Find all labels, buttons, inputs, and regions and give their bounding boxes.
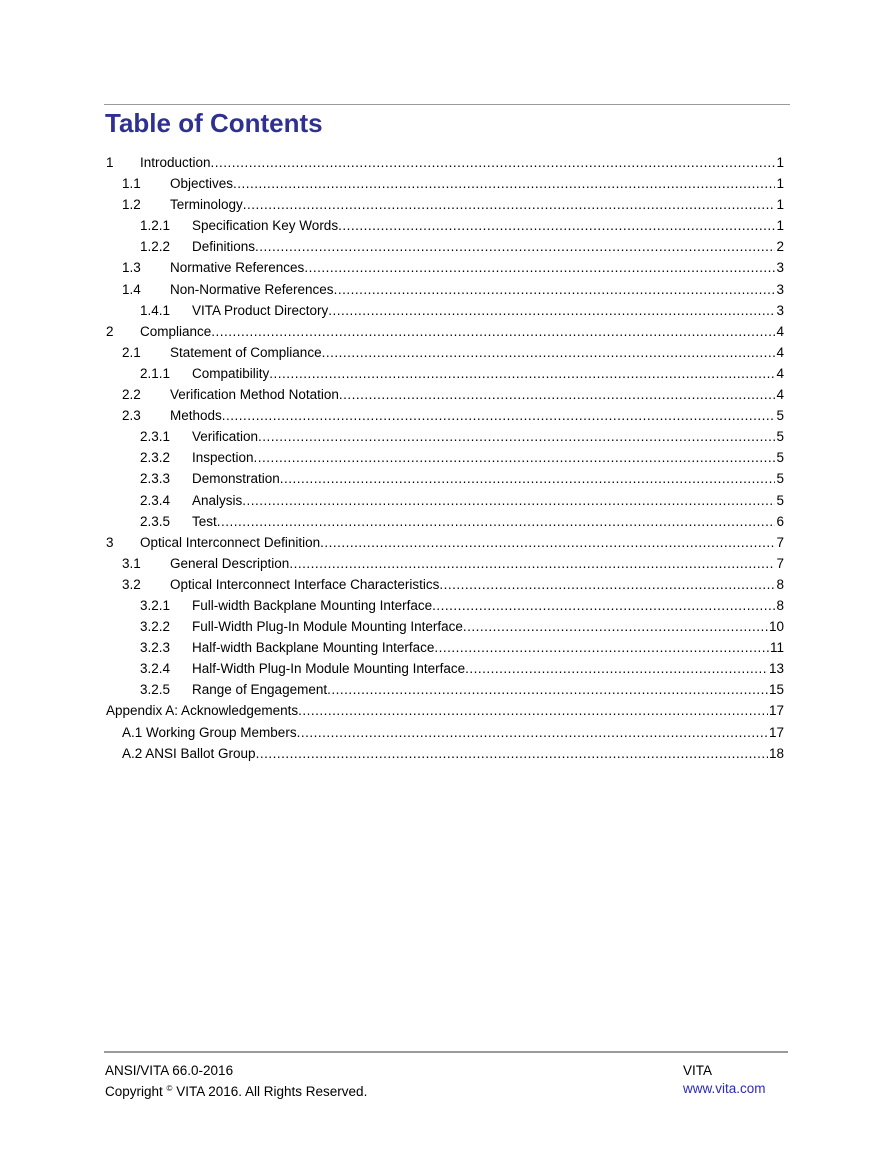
toc-entry-label: Full-width Backplane Mounting Interface — [192, 595, 432, 616]
page-title: Table of Contents — [105, 108, 323, 138]
toc-entry-label: Optical Interconnect Interface Characteristics — [170, 574, 439, 595]
copyright-line — [105, 1080, 367, 1101]
footer-right — [683, 1062, 766, 1098]
toc-entry[interactable] — [104, 300, 784, 321]
toc-entry[interactable] — [104, 468, 784, 489]
toc-entry-label: A.2 ANSI Ballot Group — [122, 743, 256, 764]
toc-entry-page: 3 — [776, 281, 784, 297]
dot-leader — [465, 658, 768, 679]
toc-entry[interactable] — [104, 426, 784, 447]
toc-entry[interactable] — [104, 743, 784, 764]
toc-entry-page: 17 — [768, 703, 784, 719]
toc-entry-number: 2.3.1 — [140, 429, 171, 445]
toc-entry-number: 3.2.3 — [140, 640, 171, 656]
dot-leader — [242, 490, 775, 511]
toc-entry-label: A.1 Working Group Members — [122, 722, 297, 743]
toc-entry-number: 2.3.5 — [140, 513, 171, 529]
toc-entry[interactable] — [104, 342, 784, 363]
toc-entry-number: 2 — [106, 323, 114, 339]
toc-entry-page: 1 — [776, 155, 784, 170]
dot-leader — [269, 363, 775, 384]
toc-entry-label: VITA Product Directory — [192, 300, 328, 321]
toc-entry-number: 1.4.1 — [140, 302, 171, 318]
dot-leader — [211, 152, 776, 173]
toc-entry-page: 1 — [776, 218, 784, 234]
toc-entry-label: Analysis — [192, 490, 242, 511]
toc-entry[interactable] — [104, 384, 784, 405]
toc-entry-page: 1 — [776, 197, 784, 213]
copyright-symbol: © — [166, 1084, 173, 1093]
copyright-suffix: VITA 2016. All Rights Reserved. — [176, 1084, 368, 1099]
toc-entry-number: 3.2.5 — [140, 682, 171, 698]
toc-entry[interactable] — [104, 173, 784, 194]
toc-entry-number: 1.2.2 — [140, 239, 171, 255]
toc-entry-number: 1.3 — [122, 260, 141, 276]
toc-entry-label: Verification — [192, 426, 258, 447]
toc-entry[interactable] — [104, 215, 784, 236]
dot-leader — [434, 637, 769, 658]
toc-entry-label: Objectives — [170, 173, 233, 194]
toc-entry-label: Introduction — [140, 152, 211, 173]
toc-entry-page: 5 — [776, 408, 784, 424]
toc-entry[interactable] — [104, 679, 784, 700]
toc-entry-label: Statement of Compliance — [170, 342, 322, 363]
toc-entry-number: 2.3.3 — [140, 471, 171, 487]
toc-entry-number: 1.1 — [122, 176, 141, 192]
dot-leader — [255, 236, 775, 257]
toc-entry-page: 7 — [776, 555, 784, 571]
toc-entry[interactable] — [104, 637, 784, 658]
toc-entry-number: 3.2.2 — [140, 619, 171, 635]
toc-entry[interactable] — [104, 236, 784, 257]
dot-leader — [217, 511, 776, 532]
toc-entry[interactable] — [104, 152, 784, 173]
dot-leader — [256, 743, 768, 764]
toc-entry-label: Test — [192, 511, 217, 532]
toc-entry-number: 2.3.2 — [140, 450, 171, 466]
toc-entry-number: 2.3 — [122, 408, 141, 424]
toc-entry-label: Verification Method Notation — [170, 384, 339, 405]
toc-entry-label: Specification Key Words — [192, 215, 338, 236]
toc-entry-number: 1.4 — [122, 281, 141, 297]
toc-entry-label: Normative References — [170, 257, 304, 278]
footer-left — [105, 1062, 367, 1101]
toc-entry-page: 5 — [776, 450, 784, 466]
dot-leader — [243, 194, 776, 215]
toc-entry-label: Terminology — [170, 194, 243, 215]
dot-leader — [432, 595, 775, 616]
footer-rule — [104, 1051, 788, 1053]
toc-entry-page: 13 — [768, 661, 784, 677]
toc-entry-label: Compliance — [140, 321, 211, 342]
org-name: VITA — [683, 1063, 713, 1078]
dot-leader — [439, 574, 775, 595]
dot-leader — [280, 468, 776, 489]
toc-entry-number: 1.2 — [122, 197, 141, 213]
toc-entry-page: 4 — [776, 344, 784, 360]
toc-entry[interactable] — [104, 532, 784, 553]
toc-entry-label: Inspection — [192, 447, 254, 468]
toc-entry-number: 2.3.4 — [140, 492, 171, 508]
toc-entry-page: 17 — [768, 724, 784, 740]
toc-entry-page: 3 — [776, 302, 784, 318]
toc-entry-label: Half-width Backplane Mounting Interface — [192, 637, 434, 658]
toc-entry-page: 4 — [776, 387, 784, 403]
toc-entry-label: Non-Normative References — [170, 279, 334, 300]
dot-leader — [334, 279, 776, 300]
toc-entry-page: 15 — [768, 682, 784, 698]
toc-entry-number: 2.1 — [122, 344, 141, 360]
toc-entry-page: 4 — [776, 365, 784, 381]
toc-entry-number: 2.2 — [122, 387, 141, 403]
toc-entry-label: Methods — [170, 405, 222, 426]
toc-entry-page: 11 — [769, 640, 784, 656]
toc-entry-page: 2 — [776, 239, 784, 255]
toc-entry-page: 5 — [776, 492, 784, 508]
toc-entry-label: Compatibility — [192, 363, 269, 384]
toc-entry-page: 6 — [776, 513, 784, 529]
toc-entry-page: 18 — [768, 745, 784, 761]
toc-entry-label: Demonstration — [192, 468, 280, 489]
toc-entry-page: 1 — [776, 176, 784, 192]
toc-entry[interactable] — [104, 722, 784, 743]
toc-entry-number: 1.2.1 — [140, 218, 171, 234]
toc-entry[interactable] — [104, 553, 784, 574]
dot-leader — [289, 553, 775, 574]
copyright-prefix: Copyright — [105, 1084, 163, 1099]
dot-leader — [327, 679, 768, 700]
toc-entry-label: General Description — [170, 553, 289, 574]
toc-entry[interactable] — [104, 490, 784, 511]
toc-entry[interactable] — [104, 511, 784, 532]
table-of-contents — [104, 152, 784, 764]
dot-leader — [322, 342, 776, 363]
toc-entry-label: Full-Width Plug-In Module Mounting Interface — [192, 616, 463, 637]
dot-leader — [463, 616, 768, 637]
toc-entry-number: 3.2 — [122, 576, 141, 592]
toc-entry[interactable] — [104, 658, 784, 679]
toc-entry-page: 5 — [776, 429, 784, 445]
toc-entry[interactable] — [104, 574, 784, 595]
toc-entry-page: 10 — [768, 619, 784, 635]
toc-entry-page: 3 — [776, 260, 784, 276]
toc-entry[interactable] — [104, 321, 784, 342]
toc-entry-number: 3.2.1 — [140, 597, 171, 613]
dot-leader — [298, 700, 768, 721]
document-id: ANSI/VITA 66.0-2016 — [105, 1063, 234, 1078]
toc-entry-label: Definitions — [192, 236, 255, 257]
dot-leader — [338, 215, 775, 236]
toc-entry-number: 3.2.4 — [140, 661, 171, 677]
toc-entry[interactable] — [104, 700, 784, 721]
toc-entry-number: 3.1 — [122, 555, 141, 571]
toc-entry-label: Range of Engagement — [192, 679, 327, 700]
toc-entry-number: 2.1.1 — [140, 365, 171, 381]
toc-entry[interactable] — [104, 257, 784, 278]
dot-leader — [297, 722, 768, 743]
toc-entry-page: 7 — [776, 534, 784, 550]
toc-entry-number: 3 — [106, 534, 114, 550]
toc-entry-number: 1 — [106, 155, 114, 170]
toc-entry[interactable] — [104, 279, 784, 300]
dot-leader — [254, 447, 776, 468]
website-link[interactable]: www.vita.com — [683, 1081, 766, 1096]
dot-leader — [222, 405, 776, 426]
toc-entry-page: 4 — [776, 323, 784, 339]
toc-entry[interactable] — [104, 595, 784, 616]
dot-leader — [211, 321, 775, 342]
toc-entry-label: Optical Interconnect Definition — [140, 532, 320, 553]
dot-leader — [339, 384, 776, 405]
toc-entry[interactable] — [104, 447, 784, 468]
toc-entry-page: 5 — [776, 471, 784, 487]
dot-leader — [233, 173, 775, 194]
toc-entry-page: 8 — [776, 597, 784, 613]
dot-leader — [328, 300, 775, 321]
dot-leader — [258, 426, 775, 447]
toc-entry-label: Half-Width Plug-In Module Mounting Interface — [192, 658, 465, 679]
toc-entry[interactable] — [104, 194, 784, 215]
toc-entry[interactable] — [104, 616, 784, 637]
toc-entry[interactable] — [104, 363, 784, 384]
top-rule — [104, 104, 790, 105]
dot-leader — [320, 532, 775, 553]
toc-entry-label: Appendix A: Acknowledgements — [106, 700, 298, 721]
dot-leader — [304, 257, 775, 278]
toc-entry-page: 8 — [776, 576, 784, 592]
toc-entry[interactable] — [104, 405, 784, 426]
